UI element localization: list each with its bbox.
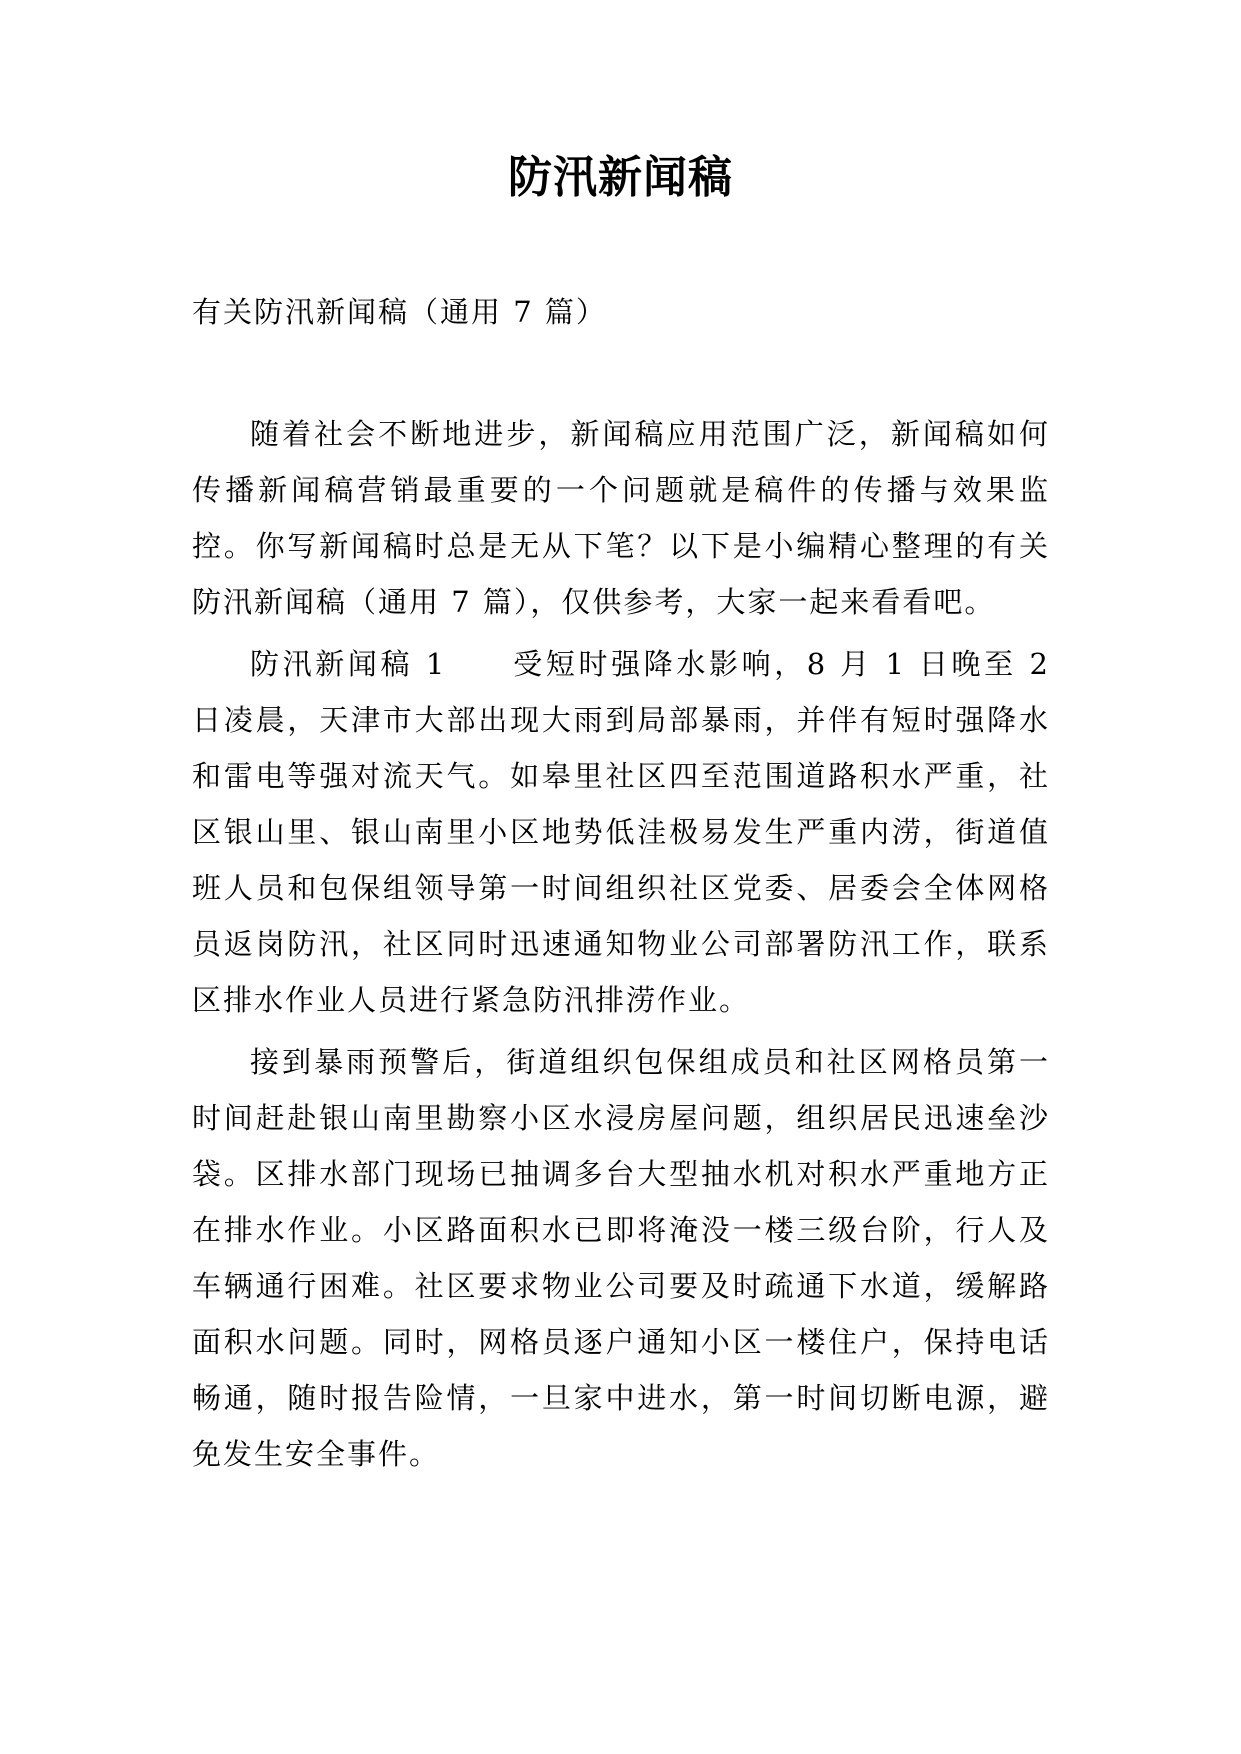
document-body (192, 406, 1050, 1488)
body-paragraph: 随着社会不断地进步，新闻稿应用范围广泛，新闻稿如何传播新闻稿营销最重要的一个问题就是稿件的传播与效果监控。你写新闻稿时总是无从下笔？以下是小编精心整理的有关防汛新闻稿（通用 7 篇），仅供参考，大家一起来看看吧。 (192, 417, 1050, 619)
body-paragraph: 防汛新闻稿 1 受短时强降水影响，8 月 1 日晚至 2 日凌晨，天津市大部出现大雨到局部暴雨，并伴有短时强降水和雷电等强对流天气。如皋里社区四至范围道路积水严重，社区银山里、银山南里小区地势低洼极易发生严重内涝，街道值班人员和包保组领导第一时间组织社区党委、居委会全体网格员返岗防汛，社区同时迅速通知物业公司部署防汛工作，联系区排水作业人员进行紧急防汛排涝作业。 (192, 647, 1050, 1017)
document-title: 防汛新闻稿 (508, 152, 733, 203)
document-subtitle: 有关防汛新闻稿（通用 7 篇） (192, 295, 607, 329)
body-paragraph: 接到暴雨预警后，街道组织包保组成员和社区网格员第一时间赶赴银山南里勘察小区水浸房屋问题，组织居民迅速垒沙袋。区排水部门现场已抽调多台大型抽水机对积水严重地方正在排水作业。小区路面积水已即将淹没一楼三级台阶，行人及车辆通行困难。社区要求物业公司要及时疏通下水道，缓解路面积水问题。同时，网格员逐户通知小区一楼住户，保持电话畅通，随时报告险情，一旦家中进水，第一时间切断电源，避免发生安全事件。 (192, 1045, 1050, 1471)
